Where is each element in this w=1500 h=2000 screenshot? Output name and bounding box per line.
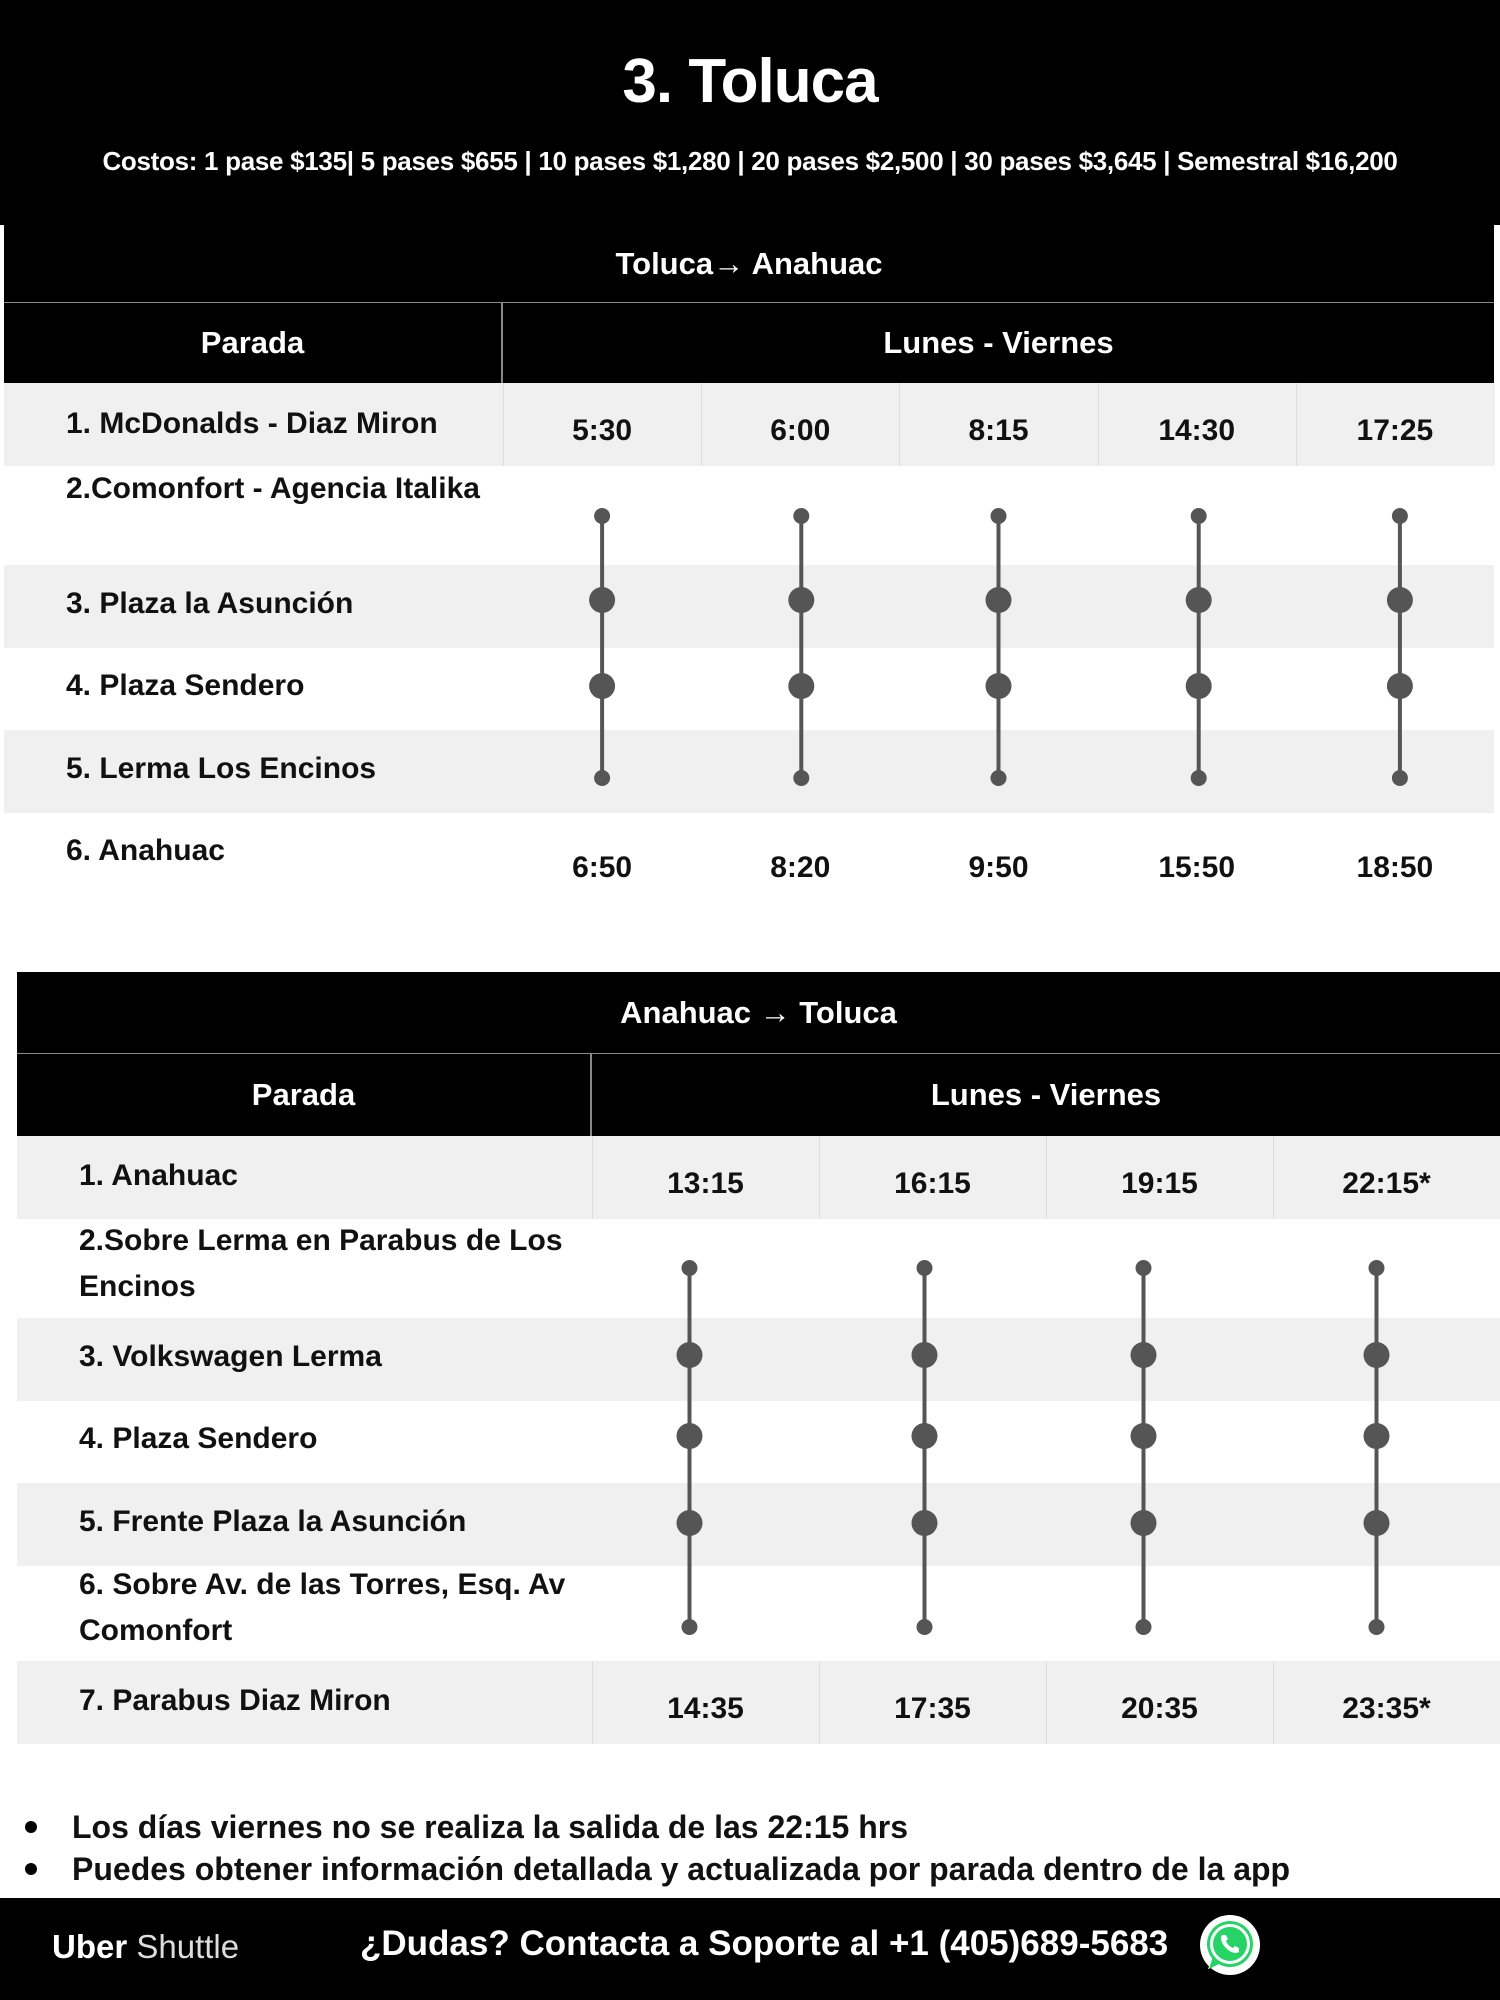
stop-dot bbox=[788, 673, 814, 699]
stop-label: 3. Volkswagen Lerma bbox=[79, 1340, 382, 1373]
stop-label: 2.Sobre Lerma en Parabus de Los Encinos bbox=[79, 1224, 563, 1303]
stop-label: 5. Frente Plaza la Asunción bbox=[79, 1505, 467, 1538]
bullet-icon bbox=[25, 1863, 37, 1875]
stop-dot bbox=[991, 508, 1007, 524]
stop-dot bbox=[912, 1342, 938, 1368]
support-contact[interactable]: ¿Dudas? Contacta a Soporte al +1 (405)689-5683 bbox=[360, 1924, 1169, 1963]
stop-dot bbox=[1364, 1342, 1390, 1368]
arrival-time: 20:35 bbox=[1121, 1691, 1198, 1725]
stop-dot bbox=[1392, 508, 1408, 524]
stop-label: 4. Plaza Sendero bbox=[79, 1422, 318, 1455]
page-header bbox=[0, 0, 1500, 225]
route-table-anahuac-toluca bbox=[17, 972, 1500, 1744]
stop-dot bbox=[1387, 673, 1413, 699]
stop-dot bbox=[589, 587, 615, 613]
departure-time: 16:15 bbox=[894, 1166, 971, 1200]
stop-dot bbox=[677, 1423, 703, 1449]
note-item: Puedes obtener información detallada y actualizada por parada dentro de la app bbox=[22, 1848, 1290, 1890]
arrival-time: 6:50 bbox=[572, 850, 633, 884]
arrival-time: 15:50 bbox=[1158, 850, 1236, 884]
stop-dot bbox=[793, 770, 809, 786]
header-stop: Parada bbox=[4, 303, 501, 383]
stop-dot bbox=[677, 1510, 703, 1536]
notes-list bbox=[22, 1806, 1290, 1890]
prices-line: Costos: 1 pase $135| 5 pases $655 | 10 pases $1,280 | 20 pases $2,500 | 30 pases $3,645 | Semestral $16,200 bbox=[102, 146, 1398, 176]
stop-dot bbox=[991, 770, 1007, 786]
stop-dot bbox=[1369, 1260, 1385, 1276]
stop-dot bbox=[589, 673, 615, 699]
stop-dot bbox=[1186, 587, 1212, 613]
stop-dot bbox=[1131, 1423, 1157, 1449]
stop-dot bbox=[594, 508, 610, 524]
stop-dot bbox=[793, 508, 809, 524]
arrival-time: 17:35 bbox=[894, 1691, 971, 1725]
note-item: Los días viernes no se realiza la salida de las 22:15 hrs bbox=[22, 1806, 1290, 1848]
stop-dot bbox=[1369, 1619, 1385, 1635]
arrival-time: 14:35 bbox=[667, 1691, 744, 1725]
stop-dot bbox=[1136, 1619, 1152, 1635]
departure-time: 6:00 bbox=[770, 413, 831, 447]
stop-dot bbox=[1364, 1510, 1390, 1536]
header-days: Lunes - Viernes bbox=[592, 1054, 1500, 1136]
stop-dot bbox=[1131, 1510, 1157, 1536]
stop-dot bbox=[1387, 587, 1413, 613]
stop-dot bbox=[917, 1619, 933, 1635]
stop-label: 6. Anahuac bbox=[66, 834, 225, 867]
route-lines bbox=[17, 972, 1500, 1744]
departure-time: 13:15 bbox=[667, 1166, 744, 1200]
departure-time: 8:15 bbox=[968, 413, 1029, 447]
stop-dot bbox=[1186, 673, 1212, 699]
arrival-time: 18:50 bbox=[1356, 850, 1434, 884]
page-title: 3. Toluca bbox=[622, 47, 878, 116]
stop-dot bbox=[1191, 508, 1207, 524]
stop-label: 1. McDonalds - Diaz Miron bbox=[66, 407, 438, 440]
brand-logo: Uber Shuttle bbox=[52, 1928, 240, 1965]
bullet-icon bbox=[25, 1821, 37, 1833]
stop-dot bbox=[986, 673, 1012, 699]
stop-dot bbox=[788, 587, 814, 613]
stop-dot bbox=[682, 1260, 698, 1276]
stop-label: 3. Plaza la Asunción bbox=[66, 587, 354, 620]
stop-dot bbox=[594, 770, 610, 786]
stop-label: 2.Comonfort - Agencia Italika bbox=[66, 472, 480, 505]
stop-dot bbox=[1131, 1342, 1157, 1368]
stop-label: 1. Anahuac bbox=[79, 1159, 238, 1192]
header-days: Lunes - Viernes bbox=[503, 303, 1494, 383]
stop-dot bbox=[1191, 770, 1207, 786]
departure-time: 19:15 bbox=[1121, 1166, 1198, 1200]
header-stop: Parada bbox=[17, 1054, 590, 1136]
route-title: Toluca→ Anahuac bbox=[4, 225, 1494, 302]
arrival-time: 9:50 bbox=[968, 850, 1029, 884]
stop-dot bbox=[682, 1619, 698, 1635]
stop-label: 5. Lerma Los Encinos bbox=[66, 752, 377, 785]
stop-dot bbox=[1392, 770, 1408, 786]
departure-time: 5:30 bbox=[572, 413, 633, 447]
stop-label: 4. Plaza Sendero bbox=[66, 669, 305, 702]
stop-dot bbox=[677, 1342, 703, 1368]
stop-dot bbox=[1136, 1260, 1152, 1276]
departure-time: 22:15* bbox=[1342, 1166, 1431, 1200]
stop-label: 7. Parabus Diaz Miron bbox=[79, 1684, 391, 1717]
route-table-toluca-anahuac bbox=[4, 225, 1494, 885]
arrival-time: 23:35* bbox=[1342, 1691, 1431, 1725]
stop-dot bbox=[912, 1423, 938, 1449]
stop-dot bbox=[986, 587, 1012, 613]
route-lines bbox=[4, 225, 1494, 885]
footer bbox=[0, 1898, 1500, 2000]
departure-time: 14:30 bbox=[1158, 413, 1236, 447]
arrival-time: 8:20 bbox=[770, 850, 831, 884]
route-title: Anahuac → Toluca bbox=[17, 972, 1500, 1053]
stop-dot bbox=[912, 1510, 938, 1536]
whatsapp-icon[interactable] bbox=[1198, 1913, 1262, 1977]
stop-dot bbox=[1364, 1423, 1390, 1449]
stop-label: 6. Sobre Av. de las Torres, Esq. Av Comonfort bbox=[79, 1568, 566, 1647]
departure-time: 17:25 bbox=[1356, 413, 1434, 447]
stop-dot bbox=[917, 1260, 933, 1276]
